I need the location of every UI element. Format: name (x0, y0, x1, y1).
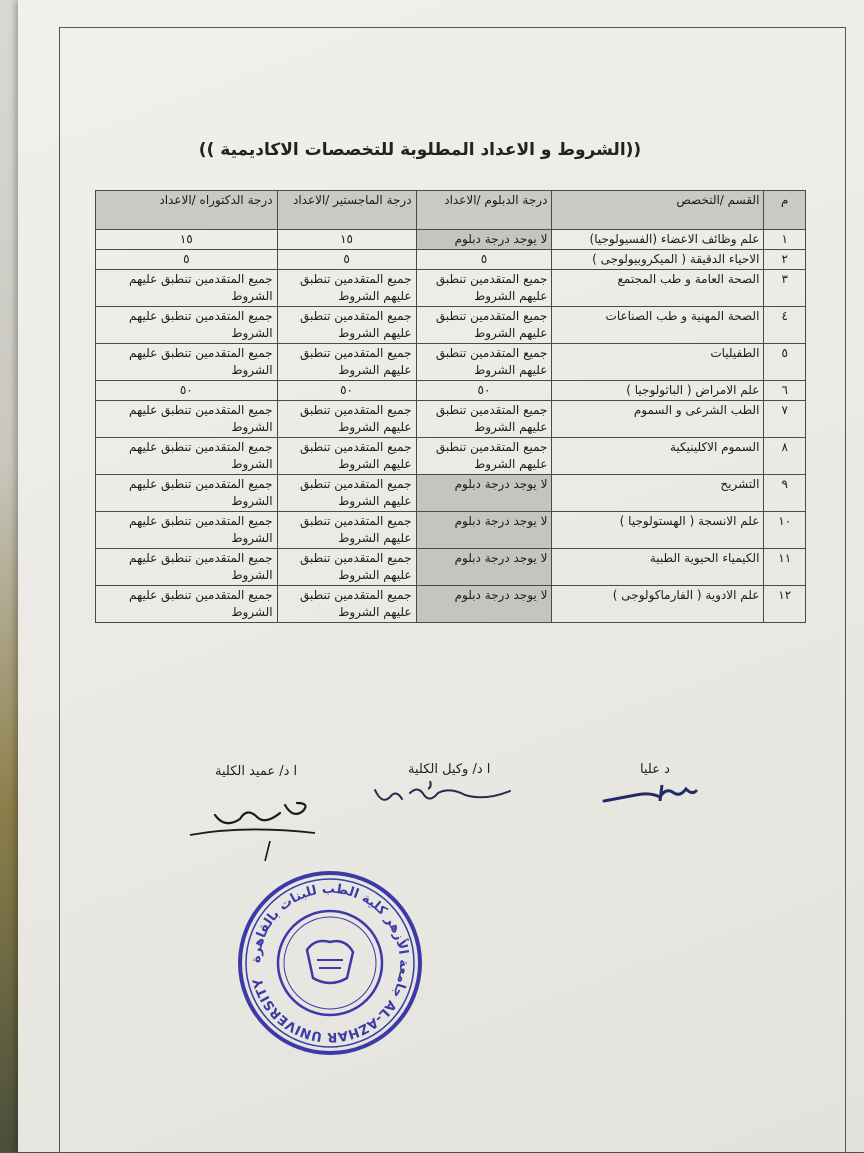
table-row (96, 401, 806, 438)
row-doctorate: جميع المتقدمين تنطبق عليهم الشروط (96, 549, 278, 586)
row-doctorate: ٥٠ (96, 381, 278, 401)
row-diploma: جميع المتقدمين تنطبق عليهم الشروط (416, 270, 552, 307)
row-num: ١٠ (764, 512, 806, 549)
row-master: جميع المتقدمين تنطبق عليهم الشروط (277, 307, 416, 344)
row-specialty: علم الامراض ( الباثولوجيا ) (552, 381, 764, 401)
row-master: جميع المتقدمين تنطبق عليهم الشروط (277, 475, 416, 512)
header-master: درجة الماجستير /الاعداد (277, 191, 416, 230)
row-num: ١ (764, 230, 806, 250)
signature-label-vice-dean: ا د/ وكيل الكلية (408, 762, 491, 777)
row-doctorate: جميع المتقدمين تنطبق عليهم الشروط (96, 307, 278, 344)
table-row (96, 270, 806, 307)
row-num: ٩ (764, 475, 806, 512)
row-specialty: الصحة العامة و طب المجتمع (552, 270, 764, 307)
row-num: ١٢ (764, 586, 806, 623)
row-diploma: جميع المتقدمين تنطبق عليهم الشروط (416, 307, 552, 344)
row-specialty: الطفيليات (552, 344, 764, 381)
row-master: جميع المتقدمين تنطبق عليهم الشروط (277, 549, 416, 586)
document-title: ((الشروط و الاعداد المطلوبة للتخصصات الاكاديمية )) (198, 140, 642, 160)
row-doctorate: جميع المتقدمين تنطبق عليهم الشروط (96, 438, 278, 475)
row-diploma: لا يوجد درجة دبلوم (416, 549, 552, 586)
row-num: ٧ (764, 401, 806, 438)
row-diploma: ٥٠ (416, 381, 552, 401)
table-row (96, 381, 806, 401)
row-master: جميع المتقدمين تنطبق عليهم الشروط (277, 401, 416, 438)
row-num: ٥ (764, 344, 806, 381)
row-specialty: السموم الاكلينيكية (552, 438, 764, 475)
row-num: ٣ (764, 270, 806, 307)
row-doctorate: جميع المتقدمين تنطبق عليهم الشروط (96, 586, 278, 623)
row-master: ٥ (277, 250, 416, 270)
signature-label-studies: د عليا (640, 762, 670, 777)
row-doctorate: جميع المتقدمين تنطبق عليهم الشروط (96, 270, 278, 307)
row-num: ٨ (764, 438, 806, 475)
row-doctorate: ١٥ (96, 230, 278, 250)
row-diploma: لا يوجد درجة دبلوم (416, 230, 552, 250)
table-row (96, 438, 806, 475)
row-diploma: لا يوجد درجة دبلوم (416, 512, 552, 549)
row-num: ١١ (764, 549, 806, 586)
table-body (96, 230, 806, 623)
row-master: جميع المتقدمين تنطبق عليهم الشروط (277, 438, 416, 475)
university-seal (235, 868, 425, 1058)
table-row (96, 344, 806, 381)
signature-dean (185, 795, 330, 865)
table-row (96, 475, 806, 512)
row-diploma: لا يوجد درجة دبلوم (416, 586, 552, 623)
row-specialty: الصحة المهنية و طب الصناعات (552, 307, 764, 344)
row-master: جميع المتقدمين تنطبق عليهم الشروط (277, 270, 416, 307)
seal-text: جامعة الأزهر كلية الطب للبنات بالقاهرة AL-AZHAR UNIVERSITY (248, 881, 412, 1045)
header-diploma: درجة الدبلوم /الاعداد (416, 191, 552, 230)
conditions-table (95, 190, 806, 623)
signature-label-dean: ا د/ عميد الكلية (215, 764, 298, 779)
row-doctorate: ٥ (96, 250, 278, 270)
row-doctorate: جميع المتقدمين تنطبق عليهم الشروط (96, 401, 278, 438)
row-doctorate: جميع المتقدمين تنطبق عليهم الشروط (96, 344, 278, 381)
row-master: ١٥ (277, 230, 416, 250)
signature-vice-dean (370, 775, 515, 815)
row-specialty: الاحياء الدقيقة ( الميكروبيولوجى ) (552, 250, 764, 270)
row-doctorate: جميع المتقدمين تنطبق عليهم الشروط (96, 475, 278, 512)
svg-text:جامعة الأزهر كلية الطب للبنات (249, 882, 412, 1044)
header-doctorate: درجة الدكتوراه /الاعداد (96, 191, 278, 230)
row-diploma: جميع المتقدمين تنطبق عليهم الشروط (416, 401, 552, 438)
table-row (96, 307, 806, 344)
header-specialty: القسم /التخصص (552, 191, 764, 230)
row-specialty: الكيمياء الحيوية الطبية (552, 549, 764, 586)
row-diploma: جميع المتقدمين تنطبق عليهم الشروط (416, 344, 552, 381)
row-master: جميع المتقدمين تنطبق عليهم الشروط (277, 512, 416, 549)
row-diploma: لا يوجد درجة دبلوم (416, 475, 552, 512)
row-specialty: الطب الشرعى و السموم (552, 401, 764, 438)
row-specialty: علم الادوية ( الفارماكولوجى ) (552, 586, 764, 623)
row-diploma: جميع المتقدمين تنطبق عليهم الشروط (416, 438, 552, 475)
row-specialty: علم الانسجة ( الهستولوجيا ) (552, 512, 764, 549)
table-row (96, 250, 806, 270)
table-row (96, 586, 806, 623)
table-header-row (96, 191, 806, 230)
row-num: ٢ (764, 250, 806, 270)
table-row (96, 512, 806, 549)
row-master: جميع المتقدمين تنطبق عليهم الشروط (277, 586, 416, 623)
row-specialty: علم وظائف الاعضاء (الفسيولوجيا) (552, 230, 764, 250)
row-num: ٦ (764, 381, 806, 401)
row-specialty: التشريح (552, 475, 764, 512)
row-num: ٤ (764, 307, 806, 344)
header-num: م (764, 191, 806, 230)
row-master: ٥٠ (277, 381, 416, 401)
row-diploma: ٥ (416, 250, 552, 270)
table-row (96, 549, 806, 586)
signature-studies (600, 775, 700, 810)
row-master: جميع المتقدمين تنطبق عليهم الشروط (277, 344, 416, 381)
table-row (96, 230, 806, 250)
row-doctorate: جميع المتقدمين تنطبق عليهم الشروط (96, 512, 278, 549)
